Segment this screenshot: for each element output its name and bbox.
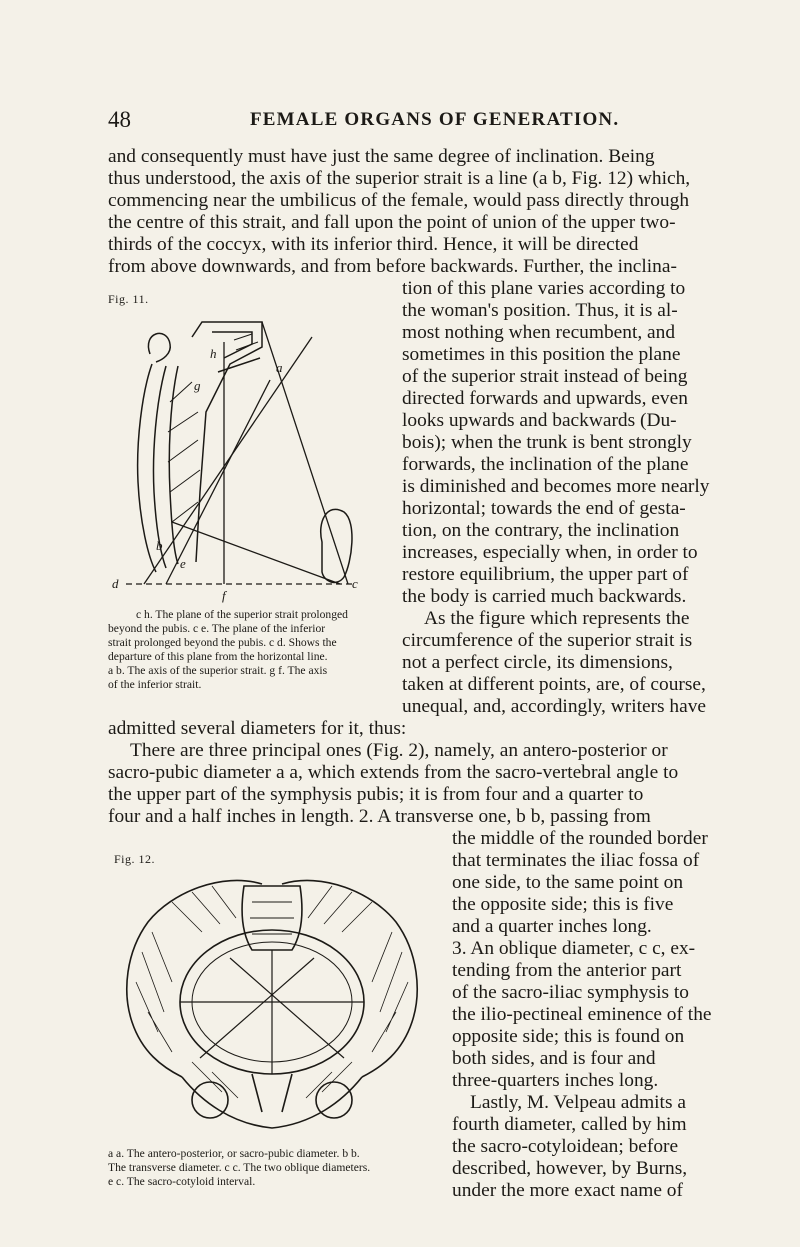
body-line: described, however, by Burns, <box>452 1158 688 1179</box>
body-line: thus understood, the axis of the superior strait is a line (a b, Fig. 12) which, <box>108 168 691 189</box>
body-line: the opposite side; this is five <box>452 894 674 915</box>
body-line: of the sacro-iliac symphysis to <box>452 982 689 1003</box>
body-line: is diminished and becomes more nearly <box>402 476 710 497</box>
fig11-letter-d: d <box>112 576 119 591</box>
body-line: the woman's position. Thus, it is al- <box>402 300 678 321</box>
body-line: admitted several diameters for it, thus: <box>108 718 407 739</box>
caption-line: e c. The sacro-cotyloid interval. <box>108 1175 256 1188</box>
figure-11-pelvis-planes-diagram <box>112 302 372 602</box>
body-line: the centre of this strait, and fall upon the point of union of the upper two- <box>108 212 676 233</box>
body-line: the body is carried much backwards. <box>402 586 687 607</box>
body-line: sometimes in this position the plane <box>402 344 681 365</box>
body-line: under the more exact name of <box>452 1180 683 1201</box>
body-line: not a perfect circle, its dimensions, <box>402 652 673 673</box>
body-line: from above downwards, and from before backwards. Further, the inclina- <box>108 256 677 277</box>
body-line: both sides, and is four and <box>452 1048 656 1069</box>
body-line: restore equilibrium, the upper part of <box>402 564 689 585</box>
body-line: 3. An oblique diameter, c c, ex- <box>452 938 696 959</box>
fig11-letter-b: b <box>156 538 163 553</box>
body-line: tending from the anterior part <box>452 960 682 981</box>
caption-line: a b. The axis of the superior strait. g f. The axis <box>108 664 328 677</box>
caption-line: of the inferior strait. <box>108 678 202 691</box>
body-line: three-quarters inches long. <box>452 1070 659 1091</box>
body-line: the middle of the rounded border <box>452 828 708 849</box>
caption-line: a a. The antero-posterior, or sacro-pubic diameter. b b. <box>108 1147 360 1160</box>
body-line: four and a half inches in length. 2. A transverse one, b b, passing from <box>108 806 651 827</box>
body-line: directed forwards and upwards, even <box>402 388 688 409</box>
fig11-letter-c: c <box>352 576 358 591</box>
body-line: Lastly, M. Velpeau admits a <box>470 1092 686 1113</box>
running-header <box>108 107 718 137</box>
body-line: fourth diameter, called by him <box>452 1114 687 1135</box>
body-line: increases, especially when, in order to <box>402 542 698 563</box>
caption-line: strait prolonged beyond the pubis. c d. Shows the <box>108 636 337 649</box>
page-number: 48 <box>108 107 131 132</box>
body-line: sacro-pubic diameter a a, which extends from the sacro-vertebral angle to <box>108 762 679 783</box>
fig11-letter-f: f <box>222 588 226 603</box>
caption-line: beyond the pubis. c e. The plane of the inferior <box>108 622 326 635</box>
body-line: looks upwards and backwards (Du- <box>402 410 677 431</box>
body-line: bois); when the trunk is bent strongly <box>402 432 692 453</box>
body-line: the ilio-pectineal eminence of the <box>452 1004 712 1025</box>
body-line: unequal, and, accordingly, writers have <box>402 696 707 717</box>
body-line: thirds of the coccyx, with its inferior third. Hence, it will be directed <box>108 234 639 255</box>
body-line: one side, to the same point on <box>452 872 684 893</box>
body-line: that terminates the iliac fossa of <box>452 850 700 871</box>
running-title: FEMALE ORGANS OF GENERATION. <box>250 109 620 130</box>
body-line: most nothing when recumbent, and <box>402 322 676 343</box>
fig11-letter-a: a <box>276 360 283 375</box>
fig11-letter-e: e <box>180 556 186 571</box>
figure-12-label: Fig. 12. <box>114 852 156 866</box>
body-line: forwards, the inclination of the plane <box>402 454 689 475</box>
body-line: the upper part of the symphysis pubis; it is from four and a quarter to <box>108 784 644 805</box>
body-line: taken at different points, are, of course, <box>402 674 706 695</box>
body-line: and a quarter inches long. <box>452 916 652 937</box>
fig11-letter-h: h <box>210 346 217 361</box>
caption-line: departure of this plane from the horizontal line. <box>108 650 328 663</box>
body-line: tion, on the contrary, the inclination <box>402 520 680 541</box>
body-line: There are three principal ones (Fig. 2), namely, an antero-posterior or <box>130 740 668 761</box>
caption-line: The transverse diameter. c c. The two oblique diameters. <box>108 1161 371 1174</box>
body-line: the sacro-cotyloidean; before <box>452 1136 679 1157</box>
body-line: commencing near the umbilicus of the female, would pass directly through <box>108 190 690 211</box>
body-line: opposite side; this is found on <box>452 1026 685 1047</box>
fig11-letter-g: g <box>194 378 201 393</box>
figure-12-pelvis-diameters-illustration <box>112 862 432 1137</box>
body-line: As the figure which represents the <box>424 608 690 629</box>
body-line: tion of this plane varies according to <box>402 278 686 299</box>
caption-line: c h. The plane of the superior strait prolonged <box>136 608 348 621</box>
body-line: and consequently must have just the same degree of inclination. Being <box>108 146 655 167</box>
body-line: circumference of the superior strait is <box>402 630 693 651</box>
body-line: horizontal; towards the end of gesta- <box>402 498 686 519</box>
figure-11-label: Fig. 11. <box>108 292 149 306</box>
body-line: of the superior strait instead of being <box>402 366 688 387</box>
